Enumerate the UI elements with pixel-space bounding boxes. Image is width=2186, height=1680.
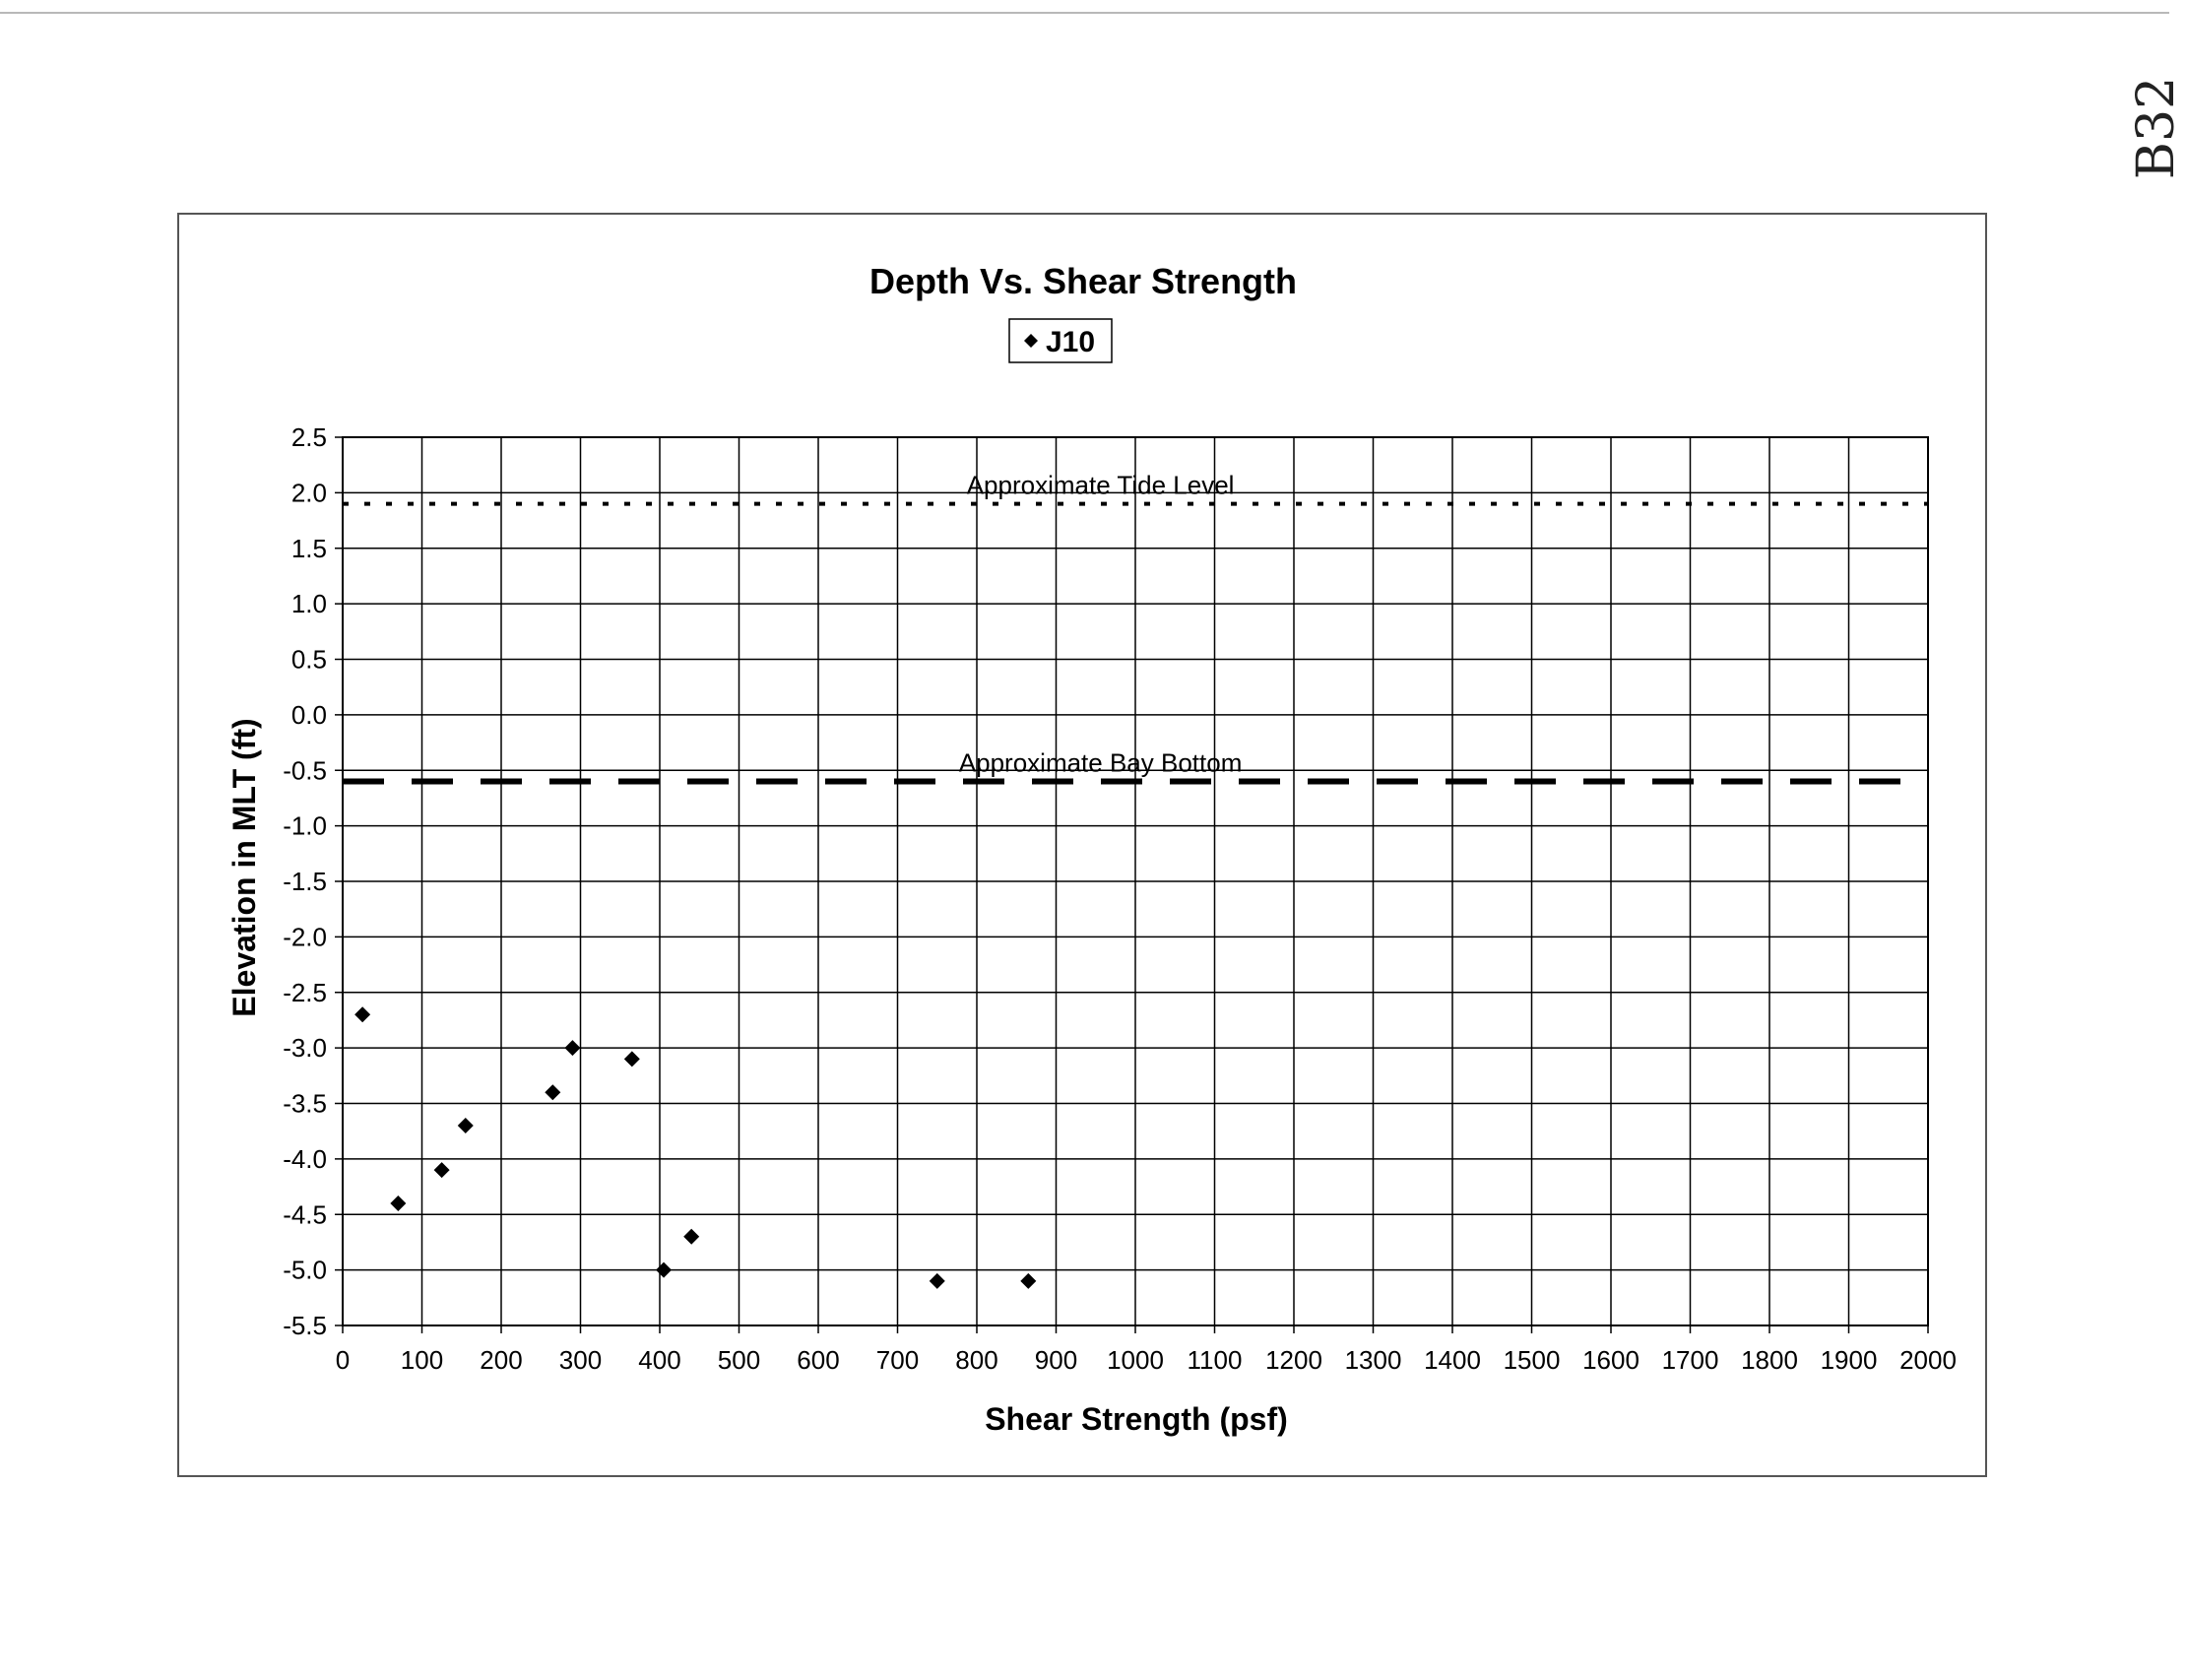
y-tick-label: 2.0 — [290, 478, 327, 508]
grid-layer — [343, 437, 1928, 1325]
data-point — [1020, 1273, 1036, 1289]
x-tick-label: 800 — [955, 1345, 998, 1375]
y-tick-label: 0.5 — [290, 644, 327, 675]
x-tick-label: 900 — [1034, 1345, 1078, 1375]
x-tick-label: 600 — [797, 1345, 840, 1375]
y-tick-label: -1.0 — [283, 810, 327, 841]
x-tick-label: 1100 — [1187, 1345, 1243, 1375]
data-point — [930, 1273, 945, 1289]
y-axis-label: Elevation in MLT (ft) — [226, 718, 262, 1017]
data-point — [624, 1051, 640, 1066]
y-tick-label: -3.0 — [283, 1033, 327, 1064]
data-point — [545, 1084, 560, 1100]
y-tick-label: -5.5 — [283, 1311, 327, 1340]
x-tick-label: 0 — [335, 1345, 351, 1375]
x-tick-label: 200 — [480, 1345, 523, 1375]
reference-label-approximate-bay-bottom: Approximate Bay Bottom — [958, 747, 1243, 778]
x-tick-label: 1700 — [1661, 1345, 1719, 1375]
y-tick-label: -3.5 — [283, 1088, 327, 1119]
x-axis-label: Shear Strength (psf) — [985, 1401, 1288, 1437]
x-tick-label: 1900 — [1820, 1345, 1878, 1375]
data-point — [683, 1229, 699, 1245]
y-tick-label: 1.0 — [290, 589, 327, 619]
legend — [1009, 319, 1112, 362]
x-axis-ticks — [336, 1325, 1957, 1375]
chart-frame — [177, 213, 1987, 1477]
x-tick-label: 400 — [638, 1345, 681, 1375]
y-tick-label: -0.5 — [283, 755, 327, 786]
x-tick-label: 700 — [875, 1345, 920, 1375]
y-tick-label: -2.5 — [283, 977, 327, 1007]
x-tick-label: 2000 — [1899, 1345, 1957, 1375]
data-point — [564, 1040, 580, 1056]
y-tick-label: -5.0 — [283, 1255, 327, 1285]
data-point — [458, 1118, 474, 1133]
y-axis-ticks — [283, 422, 343, 1340]
x-tick-label: 100 — [400, 1345, 444, 1375]
y-tick-label: -2.0 — [283, 922, 327, 952]
x-tick-label: 1200 — [1265, 1345, 1322, 1375]
handwritten-page-mark: B32 — [2127, 76, 2186, 180]
x-tick-label: 1800 — [1741, 1345, 1798, 1375]
scan-edge-line — [0, 12, 2169, 14]
y-tick-label: -4.0 — [283, 1143, 327, 1174]
data-point — [434, 1162, 450, 1178]
reference-label-approximate-tide-level: Approximate Tide Level — [966, 470, 1235, 500]
y-tick-label: 2.5 — [290, 422, 327, 452]
x-tick-label: 500 — [717, 1345, 761, 1375]
x-tick-label: 1600 — [1582, 1345, 1640, 1375]
y-tick-label: 0.0 — [290, 699, 327, 730]
x-tick-label: 1300 — [1344, 1345, 1402, 1375]
x-tick-label: 300 — [558, 1345, 603, 1375]
x-tick-label: 1500 — [1503, 1345, 1561, 1375]
x-tick-label: 1000 — [1107, 1345, 1164, 1375]
y-tick-label: -4.5 — [283, 1199, 327, 1230]
data-point — [390, 1195, 406, 1211]
chart-title: Depth Vs. Shear Strength — [868, 261, 1298, 301]
data-point — [354, 1006, 370, 1022]
y-tick-label: -1.5 — [283, 867, 327, 896]
chart-svg — [179, 215, 1985, 1475]
data-point — [656, 1262, 672, 1278]
legend-label-j10: J10 — [1046, 326, 1096, 358]
data-points — [354, 1006, 1036, 1289]
x-tick-label: 1400 — [1424, 1345, 1481, 1375]
y-tick-label: 1.5 — [290, 533, 327, 563]
